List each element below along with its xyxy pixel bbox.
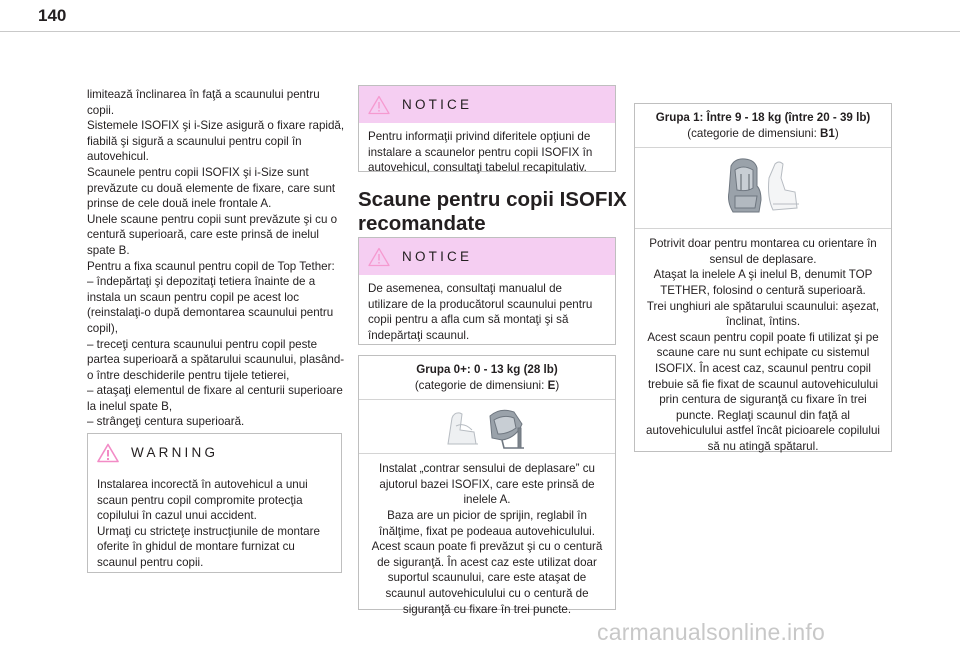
notice-box-manual bbox=[358, 237, 616, 345]
group-0-category bbox=[365, 378, 609, 394]
group-0-description: Instalat „contrar sensului de deplasare” cu ajutorul bazei ISOFIX, care este prinsă de inelele A. Baza are un picior de sprijin, reglabil în înălţime, fixat pe podeaua autovehiculului. Acest scaun poate fi prevăzut şi cu o centură de siguranţă. În acest caz este utilizat doar suportul scaunului, care este ataşat de scaunul autovehiculului cu o centură de siguranţă cu fixare în trei puncte. bbox=[371, 462, 603, 616]
group-1-title: Grupa 1: Între 9 - 18 kg (între 20 - 39 lb) bbox=[655, 111, 871, 124]
category-code: E bbox=[547, 378, 556, 392]
warning-header bbox=[88, 434, 341, 471]
warning-box bbox=[87, 433, 342, 573]
group-1-image bbox=[635, 148, 891, 229]
rear-facing-baby-seat-illustration bbox=[442, 404, 532, 450]
notice-header bbox=[359, 238, 615, 275]
category-suffix: ) bbox=[834, 126, 839, 140]
category-prefix: (categorie de dimensiuni: bbox=[687, 126, 821, 140]
page-number: 140 bbox=[38, 6, 67, 25]
group-0-title: Grupa 0+: 0 - 13 kg (28 lb) bbox=[416, 363, 558, 376]
notice-title: NOTICE bbox=[402, 249, 473, 264]
header-rule bbox=[0, 31, 960, 32]
notice-box-recap bbox=[358, 85, 616, 175]
notice-text: De asemenea, consultaţi manualul de utilizare de la producătorul scaunului pentru copii pentru a afla cum să montaţi şi să îndepărtaţi scaunul. bbox=[368, 282, 593, 342]
notice-text: Pentru informaţii privind diferitele opţiuni de instalare a scaunelor pentru copii ISOFIX în autovehicul, consultaţi tabelul recapitulativ. bbox=[368, 130, 593, 175]
notice-title: NOTICE bbox=[402, 97, 473, 112]
category-code: B1 bbox=[820, 126, 835, 140]
isofix-intro-text: limitează înclinarea în faţă a scaunului pentru copii. Sistemele ISOFIX şi i-Size asigură o fixare rapidă, fiabilă şi sigură a scaunului pentru copil în autovehicul. Scaunele pentru copii ISOFIX şi i-Size sunt prevăzute cu două elemente de fixare, care sunt prinse de cele două inele frontale A. Unele scaune pentru copii sunt prevăzute şi cu o centură superioară, care este prinsă de inelul spate B. Pentru a fixa scaunul pentru copil de Top Tether: – îndepărtaţi şi depozitaţi tetiera înainte de a instala un scaun pentru copil pe acest loc (reinstalaţi-o după demontarea scaunului pentru copil), – treceţi centura scaunului pentru copil peste partea superioară a spătarului scaunului, plasând-o între deschiderile pentru tijele tetierei, – ataşaţi elementul de fixare al centurii superioare la inelul spate B, – strângeţi centura superioară. bbox=[87, 88, 345, 429]
notice-triangle-icon bbox=[368, 95, 390, 115]
warning-text: Instalarea incorectă în autovehicul a unui scaun pentru copil compromite protecţia copilului în cazul unui accident. Urmaţi cu stricteţe instrucţiunile de montare oferite în ghidul de montare furnizat cu scaunul pentru copii. bbox=[97, 478, 320, 569]
group-1-category bbox=[641, 126, 885, 142]
notice-header bbox=[359, 86, 615, 123]
group-0-card bbox=[358, 355, 616, 616]
notice-triangle-icon bbox=[368, 247, 390, 267]
group-1-description: Potrivit doar pentru montarea cu orientare în sensul de deplasare. Ataşat la inelele A şi inelul B, denumit TOP TETHER, folosind o centură superioară. Trei unghiuri ale spătarului scaunului: aşezat, înclinat, întins. Acest scaun pentru copil poate fi utilizat şi pe scaune care nu sunt echipate cu sistemul ISOFIX. În acest caz, scaunul pentru copil trebuie să fie fixat de scaunul autovehiculului prin centura de siguranţă cu fixare în trei puncte. Reglaţi scaunul din faţă al autovehiculului astfel încât picioarele copilului să nu atingă spătarul. bbox=[646, 237, 880, 453]
category-prefix: (categorie de dimensiuni: bbox=[414, 378, 548, 392]
group-1-header bbox=[635, 104, 891, 148]
category-suffix: ) bbox=[555, 378, 560, 392]
group-1-card bbox=[634, 103, 892, 452]
group-0-header bbox=[359, 356, 615, 400]
group-0-image bbox=[359, 400, 615, 454]
section-heading: Scaune pentru copii ISOFIX recomandate bbox=[358, 188, 627, 235]
warning-title: WARNING bbox=[131, 445, 219, 460]
forward-facing-child-seat-illustration bbox=[721, 156, 805, 220]
watermark: carmanualsonline.info bbox=[597, 619, 825, 645]
warning-triangle-icon bbox=[97, 443, 119, 463]
